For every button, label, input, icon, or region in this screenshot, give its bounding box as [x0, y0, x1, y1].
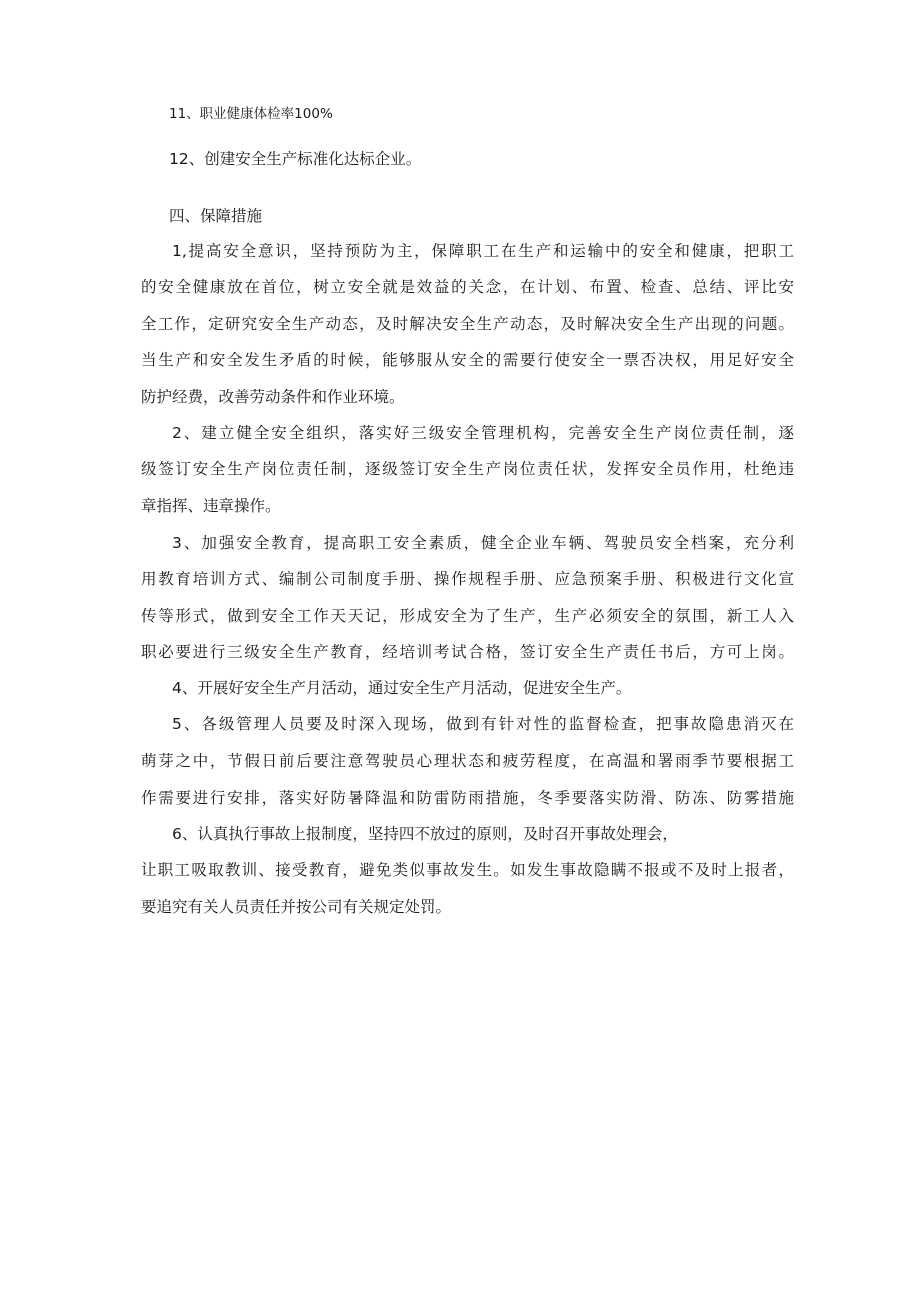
paragraph-3-line-4: 职必要进行三级安全生产教育，经培训考试合格，签订安全生产责任书后，方可上岗。 — [141, 643, 794, 661]
paragraph-3-line-3: 传等形式，做到安全工作天天记，形成安全为了生产，生产必须安全的氛围，新工人入 — [141, 607, 794, 625]
paragraph-6-line-3: 要追究有关人员责任并按公司有关规定处罚。 — [141, 898, 452, 916]
paragraph-2-line-2: 级签订安全生产岗位责任制，逐级签订安全生产岗位责任状，发挥安全员作用，杜绝违 — [141, 460, 794, 478]
item-11: 11、职业健康体检率100% — [169, 106, 333, 122]
paragraph-1-line-3: 全工作，定研究安全生产动态，及时解决安全生产动态，及时解决安全生产出现的问题。 — [141, 315, 794, 333]
paragraph-3-line-2: 用教育培训方式、编制公司制度手册、操作规程手册、应急预案手册、积极进行文化宣 — [141, 570, 794, 588]
paragraph-3-line-1: 3、加强安全教育，提高职工安全素质，健全企业车辆、驾驶员安全档案，充分利 — [172, 534, 794, 552]
section-heading: 四、保障措施 — [169, 207, 263, 225]
item-12: 12、创建安全生产标准化达标企业。 — [169, 150, 422, 168]
paragraph-1-line-5: 防护经费，改善劳动条件和作业环境。 — [141, 388, 405, 406]
paragraph-6-line-1: 6、认真执行事故上报制度，坚持四不放过的原则，及时召开事故处理会， — [172, 825, 678, 843]
paragraph-6-line-2: 让职工吸取教训、接受教育，避免类似事故发生。如发生事故隐瞒不报或不及时上报者， — [141, 861, 794, 879]
paragraph-5-line-3: 作需要进行安排，落实好防暑降温和防雷防雨措施，冬季要落实防滑、防冻、防雾措施 — [141, 789, 794, 807]
paragraph-1-line-4: 当生产和安全发生矛盾的时候，能够服从安全的需要行使安全一票否决权，用足好安全 — [141, 351, 794, 369]
paragraph-1-line-2: 的安全健康放在首位，树立安全就是效益的关念，在计划、布置、检查、总结、评比安 — [141, 278, 794, 296]
paragraph-2-line-1: 2、建立健全安全组织，落实好三级安全管理机构，完善安全生产岗位责任制，逐 — [172, 424, 794, 442]
paragraph-2-line-3: 章指挥、违章操作。 — [141, 497, 281, 515]
paragraph-5-line-2: 萌芽之中，节假日前后要注意驾驶员心理状态和疲劳程度，在高温和署雨季节要根据工 — [141, 752, 794, 770]
paragraph-5-line-1: 5、各级管理人员要及时深入现场，做到有针对性的监督检查，把事故隐患消灭在 — [172, 715, 794, 733]
paragraph-1-line-1: 1,提高安全意识，坚持预防为主，保障职工在生产和运输中的安全和健康，把职工 — [172, 242, 794, 260]
paragraph-4-line-1: 4、开展好安全生产月活动，通过安全生产月活动，促进安全生产。 — [172, 679, 632, 697]
